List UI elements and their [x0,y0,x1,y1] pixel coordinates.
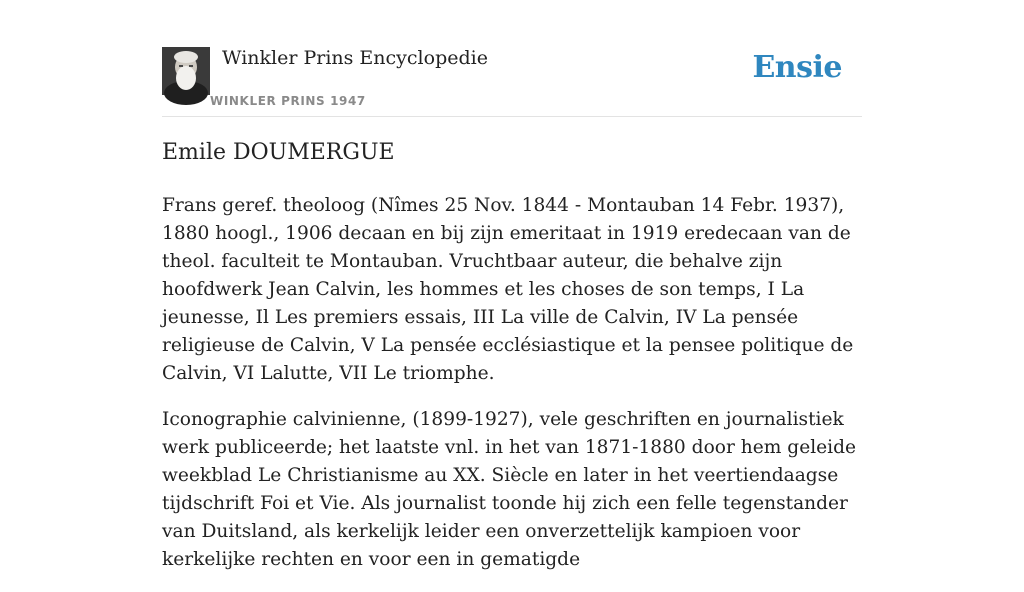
avatar[interactable] [162,47,210,95]
article-paragraph: Frans geref. theoloog (Nîmes 25 Nov. 1844 - Montauban 14 Febr. 1937), 1880 hoogl., 1906 decaan en bij zijn emeritaat in 1919 eredecaan van de theol. faculteit te Montauban. Vruchtbaar auteur, die behalve zijn hoofdwerk Jean Calvin, les hommes et les choses de son temps, I La jeunesse, Il Les premiers essais, III La ville de Calvin, IV La pensée religieuse de Calvin, V La pensée ecclésiastique et la pensee politique de Calvin, VI Lalutte, VII Le triomphe. [162,195,854,384]
article-title: Emile DOUMERGUE [162,140,395,165]
site-title[interactable]: Winkler Prins Encyclopedie [222,47,488,69]
site-header [162,40,862,117]
site-subtitle[interactable]: WINKLER PRINS 1947 [210,94,366,108]
article-body [162,192,864,592]
brand-logo[interactable]: Ensie [752,50,842,85]
portrait-avatar-icon [162,47,210,95]
article-paragraph: Iconographie calvinienne, (1899-1927), vele geschriften en journalistiek werk publiceerde; het laatste vnl. in het van 1871-1880 door hem geleide weekblad Le Christianisme au XX. Siècle en later in het veertiendaagse tijdschrift Foi et Vie. Als journalist toonde hij zich een felle tegenstander van Duitsland, als kerkelijk leider een onverzettelijk kampioen voor kerkelijke rechten en voor een in gematigde [162,409,856,570]
